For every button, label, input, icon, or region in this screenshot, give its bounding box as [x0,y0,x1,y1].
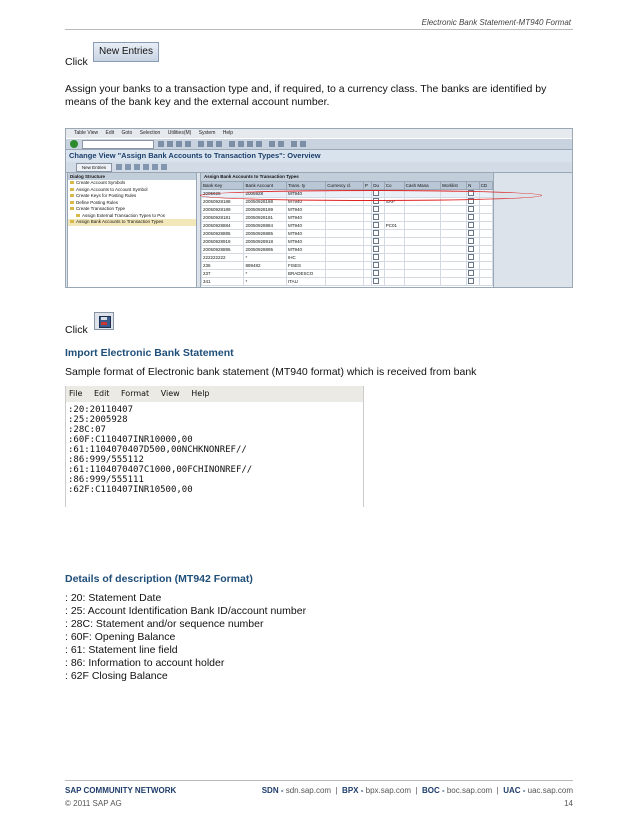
page-number: 14 [564,799,573,808]
table-cell[interactable] [479,214,492,222]
table-cell[interactable]: MT940 [286,198,325,206]
table-cell[interactable] [467,230,480,238]
table-cell[interactable] [404,206,440,214]
table-cell[interactable]: MT940 [286,214,325,222]
notepad-menu-item[interactable]: Help [191,389,210,398]
table-cell[interactable] [384,214,404,222]
details-item: : 25: Account Identification Bank ID/account number [65,605,307,617]
table-title: Assign Bank Accounts to Transaction Types [201,173,493,181]
table-cell[interactable] [467,206,480,214]
table-cell[interactable] [440,278,466,286]
cancel-icon[interactable] [185,141,191,147]
table-cell[interactable] [372,262,385,270]
table-cell[interactable] [467,222,480,230]
table-cell[interactable] [467,262,480,270]
statement-line: :60F:C110407INR10000,00 [68,435,193,445]
undo-icon[interactable] [134,164,140,170]
table-cell[interactable] [404,278,440,286]
table-cell[interactable] [326,222,364,230]
table-cell[interactable] [372,222,385,230]
table-cell[interactable]: SAP [384,198,404,206]
previous-page-icon[interactable] [238,141,244,147]
table-cell[interactable] [326,238,364,246]
checkbox[interactable] [373,206,379,212]
table-header-row [202,182,493,190]
table-cell[interactable]: 2005928 [202,190,244,198]
footer-network: SAP COMMUNITY NETWORK [65,786,177,795]
table-cell[interactable]: 20050928189 [244,206,286,214]
save-icon[interactable] [158,141,164,147]
notepad-text-area[interactable] [66,402,363,498]
table-cell[interactable]: * [244,278,286,286]
exit-icon[interactable] [176,141,182,147]
table-cell[interactable] [479,206,492,214]
find-icon[interactable] [207,141,213,147]
delete-icon[interactable] [125,164,131,170]
table-cell[interactable]: MT940 [286,230,325,238]
table-row[interactable] [202,246,493,254]
sap-menu-item[interactable]: Help [222,130,234,136]
notepad-menu-item[interactable]: Format [120,389,150,398]
checkbox[interactable] [468,270,474,276]
table-cell[interactable] [467,246,480,254]
table-cell[interactable] [363,270,371,278]
import-description: Sample format of Electronic bank statement (MT940 format) which is received from bank [65,366,477,378]
uac-link[interactable]: uac.sap.com [527,786,573,795]
highlight-circle [200,190,542,201]
last-page-icon[interactable] [256,141,262,147]
table-cell[interactable]: * [244,270,286,278]
details-item: : 28C: Statement and/or sequence number [65,618,264,630]
click-instruction-2: Click [65,324,88,336]
table-cell[interactable] [326,206,364,214]
table-cell[interactable]: 20050928181 [202,214,244,222]
column-header[interactable]: Cash Mana [404,182,440,190]
enter-icon[interactable] [70,140,78,148]
statement-line: :25:2005928 [68,415,128,425]
column-header[interactable]: Bank Key [202,182,244,190]
column-header[interactable]: CD [479,182,492,190]
sap-menu-item[interactable]: Goto [121,130,133,136]
document-header-title: Electronic Bank Statement-MT940 Format [421,18,571,27]
copy-icon[interactable] [116,164,122,170]
table-cell[interactable] [363,206,371,214]
table-cell[interactable]: 20050928181 [244,214,286,222]
table-cell[interactable] [372,230,385,238]
table-cell[interactable] [479,278,492,286]
table-cell[interactable]: PC01 [384,222,404,230]
details-item: : 62F Closing Balance [65,670,168,682]
table-cell[interactable] [326,254,364,262]
table-cell[interactable] [440,206,466,214]
checkbox[interactable] [373,222,379,228]
checkbox[interactable] [373,214,379,220]
notepad-menu-item[interactable]: Edit [93,389,110,398]
table-cell[interactable]: 20050928884 [244,222,286,230]
next-page-icon[interactable] [247,141,253,147]
table-cell[interactable]: 236 [202,262,244,270]
table-cell[interactable] [467,214,480,222]
tree-item[interactable]: Create Transaction Type [68,206,196,213]
checkbox[interactable] [468,222,474,228]
folder-open-icon [70,220,74,223]
table-cell[interactable] [404,262,440,270]
table-row[interactable] [202,206,493,214]
table-cell[interactable] [372,270,385,278]
column-header[interactable]: Co [384,182,404,190]
checkbox[interactable] [373,246,379,252]
details-item: : 61: Statement line field [65,644,178,656]
tree-item[interactable]: Assign Accounts to Account Symbol [68,187,196,194]
checkbox[interactable] [468,238,474,244]
table-cell[interactable] [384,254,404,262]
table-cell[interactable] [404,246,440,254]
print-icon[interactable] [198,141,204,147]
tree-item[interactable]: Create Account Symbols [68,180,196,187]
layout-icon[interactable] [300,141,306,147]
table-cell[interactable] [372,254,385,262]
folder-icon [70,201,74,204]
header-divider [65,29,573,30]
sap-menu-item[interactable]: Table View [74,130,99,136]
table-cell[interactable] [479,238,492,246]
table-cell[interactable] [363,254,371,262]
checkbox[interactable] [468,278,474,284]
table-cell[interactable] [363,214,371,222]
sap-screenshot [65,128,573,288]
table-cell[interactable] [384,230,404,238]
table-cell[interactable] [440,262,466,270]
table-cell[interactable]: FISES [286,262,325,270]
intro-paragraph: Assign your banks to a transaction type and, if required, to a currency class. The banks are identified by means of the bank key and the external account number. [65,83,547,108]
details-list [65,592,306,683]
sap-menu-item[interactable]: System [198,130,216,136]
table-cell[interactable]: IHC [286,254,325,262]
table-cell[interactable] [372,246,385,254]
table-cell[interactable] [440,238,466,246]
column-header[interactable]: N [467,182,480,190]
folder-icon [70,207,74,210]
help-icon[interactable] [291,141,297,147]
table-cell[interactable] [326,262,364,270]
sap-menu-bar [66,129,572,138]
back-icon[interactable] [167,141,173,147]
table-row[interactable] [202,222,493,230]
table-cell[interactable]: 20050928895 [244,246,286,254]
statement-line: :20:20110407 [68,405,134,415]
table-cell[interactable]: 20050928188 [202,198,244,206]
table-cell[interactable]: 20050928885 [202,230,244,238]
table-cell[interactable] [479,270,492,278]
folder-icon [70,188,74,191]
table-cell[interactable] [404,230,440,238]
footer-links: SDN - sdn.sap.com | BPX - bpx.sap.com | BOC - boc.sap.com | UAC - uac.sap.com [261,786,573,795]
table-cell[interactable] [384,238,404,246]
column-header[interactable]: Worklist [440,182,466,190]
statement-line: :61:1104070407C1000,00FCHINONREF// [68,465,253,475]
table-cell[interactable] [363,262,371,270]
table-cell[interactable] [467,270,480,278]
boc-link[interactable]: boc.sap.com [446,786,493,795]
table-row[interactable] [202,278,493,286]
table-cell[interactable] [467,254,480,262]
statement-line: :62F:C110407INR10500,00 [68,485,193,495]
checkbox[interactable] [373,238,379,244]
sap-screen-title: Change View "Assign Bank Accounts to Transaction Types": Overview [66,150,572,162]
checkbox[interactable] [468,254,474,260]
tree-item-selected[interactable]: Assign Bank Accounts to Transaction Types [68,219,196,226]
statement-line: :61:1104070407D500,00NCHKNONREF// [68,445,247,455]
tree-item[interactable]: Assign External Transaction Types to Pos [68,213,196,220]
table-cell[interactable]: 20050928918 [244,238,286,246]
table-cell[interactable]: 222222222 [202,254,244,262]
table-cell[interactable] [363,230,371,238]
tree-item[interactable]: Define Posting Rules [68,200,196,207]
table-cell[interactable] [467,238,480,246]
table-cell[interactable] [384,246,404,254]
table-cell[interactable] [372,206,385,214]
details-heading: Details of description (MT942 Format) [65,573,253,585]
checkbox[interactable] [468,230,474,236]
table-cell[interactable]: 20050928918 [202,238,244,246]
table-cell[interactable]: 2005928 [244,190,286,198]
tree-header: Dialog Structure [68,173,196,180]
table-cell[interactable] [479,254,492,262]
folder-icon [70,194,74,197]
footer-divider [65,780,573,781]
table-cell[interactable] [440,222,466,230]
folder-icon [76,214,80,217]
bpx-link[interactable]: bpx.sap.com [365,786,411,795]
table-cell[interactable]: MT940 [286,206,325,214]
column-header[interactable]: Bank Account [244,182,286,190]
table-cell[interactable] [372,214,385,222]
new-entries-button[interactable]: New Entries [93,42,159,62]
folder-icon [70,181,74,184]
sdn-link[interactable]: sdn.sap.com [285,786,332,795]
table-cell[interactable] [440,270,466,278]
first-page-icon[interactable] [229,141,235,147]
table-cell[interactable] [479,222,492,230]
import-heading: Import Electronic Bank Statement [65,347,234,359]
statement-line: :86:999/555111 [68,475,144,485]
table-cell[interactable] [363,222,371,230]
checkbox[interactable] [468,206,474,212]
table-cell[interactable] [326,278,364,286]
table-cell[interactable] [372,238,385,246]
column-header[interactable]: Du [372,182,385,190]
statement-line: :86:999/555112 [68,455,144,465]
statement-line: :28C:07 [68,425,106,435]
checkbox[interactable] [468,214,474,220]
table-cell[interactable]: MT940 [286,190,325,198]
footer-copyright: © 2011 SAP AG [65,799,122,808]
table-cell[interactable] [363,246,371,254]
table-row[interactable] [202,262,493,270]
table-cell[interactable]: MT940 [286,238,325,246]
checkbox[interactable] [373,254,379,260]
table-cell[interactable] [479,230,492,238]
table-row[interactable] [202,214,493,222]
checkbox[interactable] [373,278,379,284]
table-cell[interactable] [440,254,466,262]
table-cell[interactable] [384,206,404,214]
table-cell[interactable] [326,214,364,222]
table-cell[interactable]: MT940 [286,222,325,230]
select-all-icon[interactable] [143,164,149,170]
table-cell[interactable] [384,278,404,286]
table-row[interactable] [202,270,493,278]
details-item: : 60F: Opening Balance [65,631,176,643]
table-cell[interactable]: 20050928884 [202,222,244,230]
shortcut-icon[interactable] [278,141,284,147]
table-row[interactable] [202,238,493,246]
dialog-structure-tree [67,172,197,288]
table-cell[interactable] [363,278,371,286]
select-block-icon[interactable] [152,164,158,170]
sap-menu-item[interactable]: Utilities(M) [167,130,192,136]
table-cell[interactable] [363,238,371,246]
sap-new-entries-button[interactable]: New Entries [76,163,112,172]
checkbox[interactable] [468,246,474,252]
table-cell[interactable] [467,278,480,286]
notepad-menu-item[interactable]: View [160,389,180,398]
table-cell[interactable] [404,270,440,278]
table-cell[interactable] [372,278,385,286]
table-cell[interactable] [440,214,466,222]
table-cell[interactable] [404,222,440,230]
notepad-screenshot [65,386,364,507]
table-cell[interactable]: 20050928189 [202,206,244,214]
new-session-icon[interactable] [269,141,275,147]
table-cell[interactable]: BRADESCO [286,270,325,278]
click-instruction: Click [65,56,88,68]
checkbox[interactable] [373,230,379,236]
column-header[interactable]: Trans. ty [286,182,325,190]
details-item: : 20: Statement Date [65,592,162,604]
table-cell[interactable] [440,246,466,254]
sap-menu-item[interactable]: Edit [105,130,115,136]
save-icon[interactable] [94,312,114,330]
table-cell[interactable] [440,230,466,238]
deselect-all-icon[interactable] [161,164,167,170]
details-item: : 86: Information to account holder [65,657,225,669]
table-cell[interactable]: 20050928895 [202,246,244,254]
checkbox[interactable] [373,270,379,276]
table-cell[interactable] [479,246,492,254]
table-cell[interactable] [404,214,440,222]
column-header[interactable]: Currency cl. [326,182,364,190]
table-cell[interactable]: 20050928188 [244,198,286,206]
table-cell[interactable]: ITAU [286,278,325,286]
checkbox[interactable] [468,262,474,268]
find-next-icon[interactable] [216,141,222,147]
checkbox[interactable] [373,262,379,268]
command-field[interactable] [82,140,154,149]
table-cell[interactable] [404,254,440,262]
notepad-menu-bar [66,386,363,402]
column-header[interactable]: P [363,182,371,190]
notepad-menu-item[interactable]: File [69,389,83,398]
table-cell[interactable] [384,270,404,278]
table-cell[interactable] [404,238,440,246]
table-cell[interactable] [326,230,364,238]
table-cell[interactable] [479,262,492,270]
table-cell[interactable] [326,270,364,278]
table-cell[interactable] [384,262,404,270]
table-cell[interactable] [326,246,364,254]
sap-standard-toolbar [66,138,572,150]
tree-item[interactable]: Create Keys for Posting Rules [68,193,196,200]
table-cell[interactable]: * [244,254,286,262]
table-row[interactable] [202,254,493,262]
table-cell[interactable]: 889482 [244,262,286,270]
table-row[interactable] [202,230,493,238]
table-cell[interactable]: 237 [202,270,244,278]
table-cell[interactable]: MT940 [286,246,325,254]
table-cell[interactable]: 20050928885 [244,230,286,238]
table-cell[interactable]: 341 [202,278,244,286]
sap-menu-item[interactable]: Selection [139,130,161,136]
